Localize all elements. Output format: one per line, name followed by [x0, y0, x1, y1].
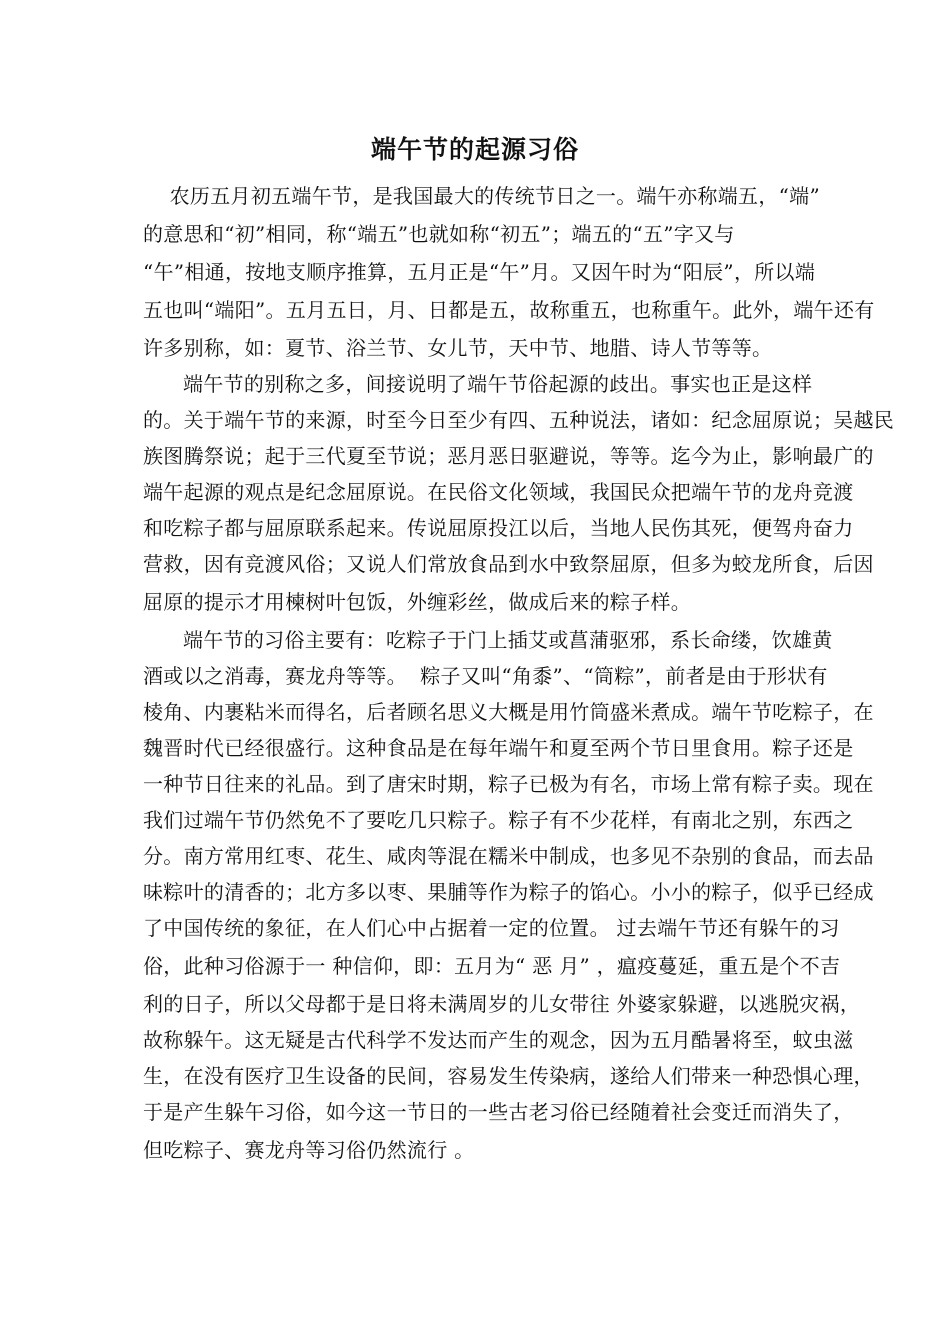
text-line: 族图腾祭说；起于三代夏至节说；恶月恶日驱避说，等等。迄今为止，影响最广的: [143, 444, 874, 468]
text-line: 端午起源的观点是纪念屈原说。在民俗文化领域，我国民众把端午节的龙舟竞渡: [143, 480, 854, 504]
text-line: 我们过端午节仍然免不了要吃几只粽子。粽子有不少花样，有南北之别，东西之: [143, 808, 854, 832]
text-line: 五也叫“端阳”。五月五日，月、日都是五，故称重五，也称重午。此外，端午还有: [143, 298, 875, 322]
text-line: 味粽叶的清香的；北方多以枣、果脯等作为粽子的馅心。小小的粽子，似乎已经成: [143, 880, 874, 904]
text-line: 屈原的提示才用楝树叶包饭，外缠彩丝，做成后来的粽子样。: [143, 590, 692, 614]
text-line: 的意思和“初”相同，称“端五”也就如称“初五”；端五的“五”字又与: [143, 222, 735, 246]
text-line: 和吃粽子都与屈原联系起来。传说屈原投江以后，当地人民伤其死，便驾舟奋力: [143, 516, 854, 540]
text-line: 生，在没有医疗卫生设备的民间，容易发生传染病，遂给人们带来一种恐惧心理，: [143, 1064, 874, 1088]
text-line: 了中国传统的象征，在人们心中占据着一定的位置。 过去端午节还有躲午的习: [143, 916, 840, 940]
text-line: 分。南方常用红枣、花生、咸肉等混在糯米中制成，也多见不杂别的食品，而去品: [143, 844, 874, 868]
text-line: 端午节的习俗主要有：吃粽子于门上插艾或菖蒲驱邪，系长命缕，饮雄黄: [143, 628, 833, 652]
text-line: 但吃粽子、赛龙舟等习俗仍然流行 。: [143, 1138, 475, 1162]
text-line: “午”相通，按地支顺序推算，五月正是“午”月。又因午时为“阳辰”，所以端: [143, 260, 816, 284]
text-line: 俗，此种习俗源于一 种信仰，即：五月为“ 恶 月” ，瘟疫蔓延，重五是个不吉: [143, 954, 841, 978]
text-line: 营救，因有竞渡风俗；又说人们常放食品到水中致祭屈原，但多为蛟龙所食，后因: [143, 552, 874, 576]
text-line: 酒或以之消毒，赛龙舟等等。 粽子又叫“角黍”、“筒粽”，前者是由于形状有: [143, 664, 828, 688]
text-line: 农历五月初五端午节，是我国最大的传统节日之一。端午亦称端五，“端”: [143, 184, 820, 208]
text-line: 许多别称，如：夏节、浴兰节、女儿节，天中节、地腊、诗人节等等。: [143, 336, 773, 360]
text-line: 一种节日往来的礼品。到了唐宋时期，粽子已极为有名，市场上常有粽子卖。现在: [143, 772, 874, 796]
text-line: 于是产生躲午习俗，如今这一节日的一些古老习俗已经随着社会变迁而消失了，: [143, 1100, 854, 1124]
document-title: 端午节的起源习俗: [370, 135, 579, 164]
text-line: 利的日子，所以父母都于是日将未满周岁的儿女带往 外婆家躲避，以逃脱灾祸，: [143, 992, 861, 1016]
text-line: 的。关于端午节的来源，时至今日至少有四、五种说法，诸如：纪念屈原说；吴越民: [143, 408, 895, 432]
text-line: 故称躲午。这无疑是古代科学不发达而产生的观念，因为五月酷暑将至，蚊虫滋: [143, 1028, 854, 1052]
text-line: 端午节的别称之多，间接说明了端午节俗起源的歧出。事实也正是这样: [143, 372, 813, 396]
text-line: 棱角、内裹粘米而得名，后者顾名思义大概是用竹筒盛米煮成。端午节吃粽子，在: [143, 700, 874, 724]
text-line: 魏晋时代已经很盛行。这种食品是在每年端午和夏至两个节日里食用。粽子还是: [143, 736, 854, 760]
